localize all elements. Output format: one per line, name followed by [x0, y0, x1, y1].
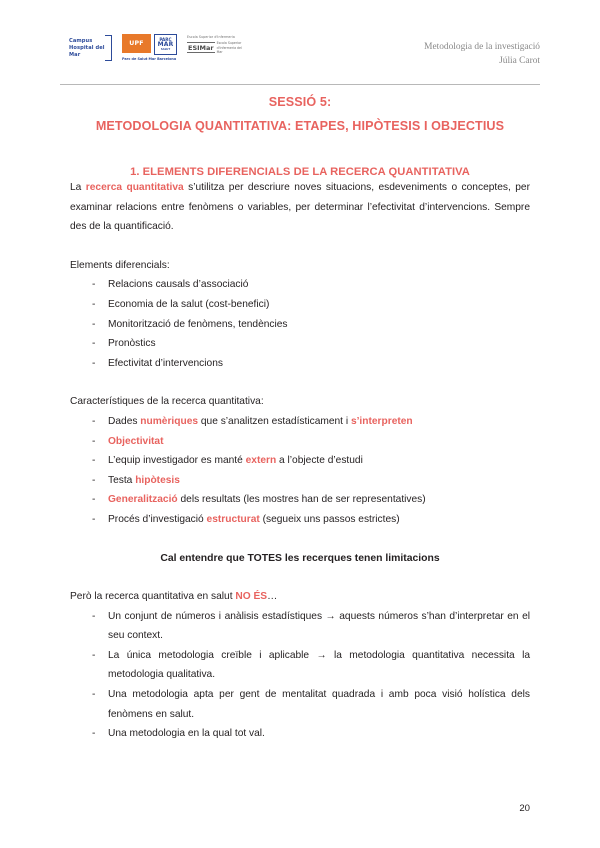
- upf-mar-logo: [122, 34, 178, 61]
- not-is-lead-highlight: NO ÉS: [235, 591, 268, 603]
- list-item-highlight-2: s’interpreten: [350, 415, 413, 427]
- list-item: [70, 412, 530, 432]
- list-item-text-a: L’equip investigador es manté: [108, 455, 246, 467]
- spacer: [70, 568, 530, 587]
- list-item-highlight-1: numèriques: [140, 415, 199, 427]
- list-item: - Una metodologia en la qual tot val.: [70, 724, 530, 744]
- limitations-note: Cal entendre que TOTES les recerques tenen limitacions: [160, 552, 440, 564]
- list-item: - Pronòstics: [70, 334, 530, 354]
- header-author: Júlia Carot: [499, 56, 540, 66]
- list-item-text-a: Dades: [108, 415, 141, 427]
- institutional-logo-mark: ESIMar: [188, 43, 214, 52]
- list-item-text-b: dels resultats (les mostres han de ser representatives): [177, 494, 426, 506]
- list-item: - La única metodologia creïble i aplicable → la metodologia quantitativa necessita la metodologia qualitativa.: [70, 646, 530, 685]
- page-number: 20: [519, 803, 530, 814]
- header-divider: [60, 84, 540, 85]
- institutional-logo-names: Escola Superior d'Infermeria del Mar: [216, 41, 242, 54]
- page-title: [70, 92, 530, 136]
- section-heading: 1. ELEMENTS DIFERENCIALS DE LA RECERCA QUANTITATIVA: [130, 166, 470, 178]
- list-item-highlight-1: Generalització: [108, 494, 178, 506]
- list-item: - Relacions causals d’associació: [70, 275, 530, 295]
- intro-paragraph: [70, 178, 530, 237]
- intro-paragraph-highlight: recerca quantitativa: [85, 182, 184, 193]
- intro-paragraph-part2: s’utilitza per descriure noves situacions, esdeveniments o conceptes, per examinar relacions entre fenòmens o variables, per determinar l’efectivitat d’intervencions. Sempre des de la quantificació.: [70, 182, 530, 233]
- page-header: [0, 30, 600, 82]
- bracket-shape: [105, 35, 112, 61]
- list-item-text-b: (segueix uns passos estrictes): [259, 513, 400, 525]
- list-item-highlight-1: Objectivitat: [108, 435, 164, 447]
- not-is-lead-text-a: Però la recerca quantitativa en salut: [70, 591, 236, 603]
- not-is-list: [70, 607, 530, 744]
- upf-logo-box: UPF: [122, 34, 151, 53]
- list-item: [70, 451, 530, 471]
- parc-salut-mar-logo-box: [154, 34, 177, 55]
- list-item-highlight-1: extern: [245, 455, 277, 467]
- list-item-highlight-1: estructurat: [206, 513, 260, 525]
- list-item: [70, 471, 530, 491]
- institutional-logo-top-text: Escola Superior d'Infermeria: [187, 35, 235, 39]
- characteristics-list: [70, 412, 530, 530]
- logo-strip: [66, 34, 245, 62]
- list-item-highlight-1: hipòtesis: [135, 474, 180, 486]
- title-subject-line: METODOLOGIA QUANTITATIVA: ETAPES, HIPÒTESIS I OBJECTIUS: [95, 119, 505, 133]
- characteristics-list-lead: Característiques de la recerca quantitativa:: [70, 396, 264, 408]
- list-item: [70, 510, 530, 530]
- intro-paragraph-part1: La: [70, 182, 86, 193]
- header-meta: [424, 40, 540, 68]
- list-item-text-a: Testa: [108, 474, 136, 486]
- upf-mar-logo-subtitle: Parc de Salut Mar Barcelona: [122, 57, 177, 61]
- list-item: - Monitorització de fenòmens, tendències: [70, 315, 530, 335]
- spacer: [70, 373, 530, 392]
- parc-salut-mar-bottom: SALUT: [160, 48, 171, 51]
- list-item-text-a: Procés d’investigació: [108, 513, 207, 525]
- not-is-lead-text-b: …: [267, 591, 278, 603]
- list-item: - Una metodologia apta per gent de mentalitat quadrada i amb poca visió holística dels fenòmens en salut.: [70, 685, 530, 724]
- parc-salut-mar-top: PARC: [159, 37, 172, 42]
- list-item: [70, 490, 530, 510]
- spacer: [70, 237, 530, 256]
- institutional-gray-logo: [187, 34, 245, 54]
- document-content: [70, 92, 530, 744]
- campus-hospital-del-mar-logo-text: Campus Hospital del Mar: [69, 38, 105, 58]
- spacer: [70, 530, 530, 549]
- list-item-text-b: que s’analitzen estadísticament i: [198, 415, 351, 427]
- list-item-text-b: a l’objecte d’estudi: [276, 455, 363, 467]
- header-course-title: Metodologia de la investigació: [424, 42, 540, 52]
- elements-list: [70, 275, 530, 373]
- list-item: - Economia de la salut (cost-benefici): [70, 295, 530, 315]
- not-is-lead: [70, 587, 530, 607]
- upf-mar-logo-boxes: [122, 34, 178, 55]
- list-item: [70, 432, 530, 452]
- parc-salut-mar-main: MAR: [157, 41, 174, 48]
- campus-hospital-del-mar-logo: [66, 34, 113, 62]
- institutional-logo-main: [187, 41, 245, 54]
- list-item: - Un conjunt de números i anàlisis estadístiques → aquests números s’han d’interpretar en el seu context.: [70, 607, 530, 646]
- title-session-line: SESSIÓ 5:: [268, 95, 332, 109]
- elements-list-lead: Elements diferencials:: [70, 259, 170, 271]
- list-item: - Efectivitat d’intervencions: [70, 354, 530, 374]
